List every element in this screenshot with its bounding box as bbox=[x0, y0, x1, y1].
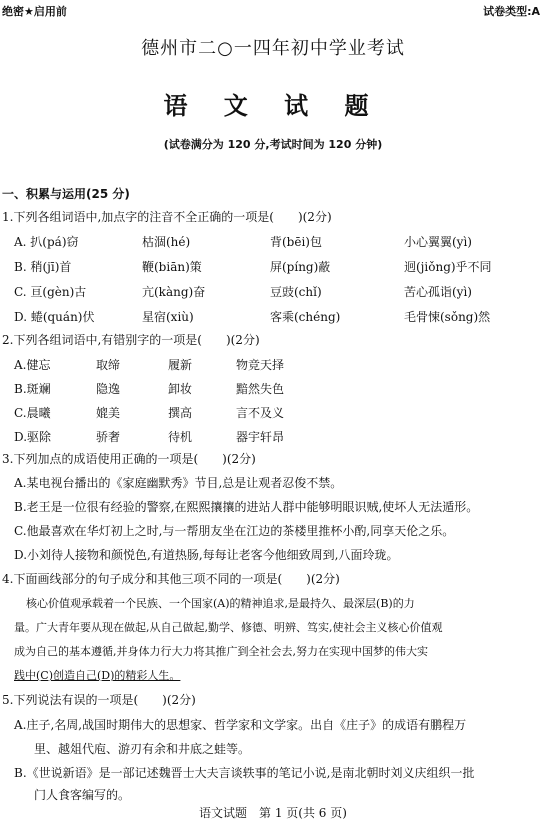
q2-c-4: 言不及义 bbox=[236, 406, 285, 420]
question-2-stem: 2.下列各组词语中,有错别字的一项是( )(2分) bbox=[2, 333, 260, 347]
secret-label: 绝密★启用前 bbox=[2, 5, 67, 18]
q1-c-1: C. 亘(gèn)古 bbox=[14, 285, 87, 299]
q2-a-1: A.健忘 bbox=[14, 358, 51, 372]
q3-option-a: A.某电视台播出的《家庭幽默秀》节目,总是让观者忍俊不禁。 bbox=[14, 476, 343, 490]
q1-d-1: D. 蜷(quán)伏 bbox=[14, 310, 95, 324]
q2-b-3: 卸妆 bbox=[168, 382, 193, 396]
q1-d-4: 毛骨悚(sǒng)然 bbox=[404, 310, 491, 324]
q2-d-3: 待机 bbox=[168, 430, 193, 444]
question-1-stem: 1.下列各组词语中,加点字的注音不全正确的一项是( )(2分) bbox=[2, 210, 332, 224]
q5-option-a: A.庄子,名周,战国时期伟大的思想家、哲学家和文学家。出自《庄子》的成语有鹏程万 bbox=[14, 718, 467, 732]
q2-a-4: 物竞天择 bbox=[236, 358, 285, 372]
q1-b-2: 鞭(biān)策 bbox=[142, 260, 202, 274]
q2-c-2: 媲美 bbox=[96, 406, 121, 420]
q1-c-2: 亢(kàng)奋 bbox=[142, 285, 206, 299]
question-4-stem: 4.下面画线部分的句子成分和其他三项不同的一项是( )(2分) bbox=[2, 572, 340, 586]
q1-a-1: A. 扒(pá)窃 bbox=[14, 235, 79, 249]
question-5-stem: 5.下列说法有误的一项是( )(2分) bbox=[2, 693, 196, 707]
q2-d-4: 器宇轩昂 bbox=[236, 430, 285, 444]
q5-option-b: B.《世说新语》是一部记述魏晋士大夫言谈轶事的笔记小说,是南北朝时刘义庆组织一批 bbox=[14, 766, 475, 780]
subject-title: 语 文 试 题 bbox=[163, 91, 383, 120]
q2-b-1: B.斑斓 bbox=[14, 382, 51, 396]
section-heading: 一、积累与运用(25 分) bbox=[2, 187, 130, 201]
q2-b-4: 黯然失色 bbox=[236, 382, 285, 396]
q3-option-b: B.老王是一位很有经验的警察,在熙熙攘攘的进站人群中能够明眼识贼,使坏人无法遁形。 bbox=[14, 500, 479, 514]
q1-b-1: B. 稍(jī)首 bbox=[14, 260, 72, 274]
q2-b-2: 隐逸 bbox=[96, 382, 121, 396]
q4-passage-line: 践中(C)创造自己(D)的精彩人生。 bbox=[14, 669, 181, 682]
q2-a-2: 取缔 bbox=[96, 358, 121, 372]
q1-a-4: 小心翼翼(yì) bbox=[404, 235, 472, 249]
q2-d-2: 骄奢 bbox=[96, 430, 121, 444]
q1-a-3: 背(bēi)包 bbox=[270, 235, 322, 249]
q4-passage-line: 量。广大青年要从现在做起,从自己做起,勤学、修德、明辨、笃实,使社会主义核心价值观 bbox=[14, 621, 443, 634]
q2-a-3: 履新 bbox=[168, 358, 193, 372]
q2-c-1: C.晨曦 bbox=[14, 406, 51, 420]
q1-d-3: 客乘(chéng) bbox=[270, 310, 341, 324]
q5-option-b-cont: 门人食客编写的。 bbox=[34, 788, 131, 802]
q4-passage-line: 核心价值观承载着一个民族、一个国家(A)的精神追求,是最持久、最深层(B)的力 bbox=[26, 597, 415, 610]
q1-b-3: 屏(píng)蔽 bbox=[270, 260, 331, 274]
paper-type-label: 试卷类型:A bbox=[483, 5, 540, 18]
q5-option-a-cont: 里、越俎代庖、游刃有余和井底之蛙等。 bbox=[34, 742, 251, 756]
q4-passage-line: 成为自己的基本遵循,并身体力行大力将其推广到全社会去,努力在实现中国梦的伟大实 bbox=[14, 645, 428, 658]
q3-option-c: C.他最喜欢在华灯初上之时,与一帮朋友坐在江边的茶楼里推杯小酌,同享天伦之乐。 bbox=[14, 524, 455, 538]
page-footer: 语文试题 第 1 页(共 6 页) bbox=[199, 806, 347, 820]
q1-c-3: 豆豉(chǐ) bbox=[270, 285, 322, 299]
exam-title: 德州市二○一四年初中学业考试 bbox=[141, 38, 405, 59]
q1-d-2: 星宿(xiù) bbox=[142, 310, 194, 324]
q1-a-2: 枯涸(hé) bbox=[142, 235, 191, 249]
exam-note: (试卷满分为 120 分,考试时间为 120 分钟) bbox=[163, 138, 383, 151]
q2-c-3: 撰高 bbox=[168, 406, 193, 420]
q1-c-4: 苦心孤诣(yì) bbox=[404, 285, 472, 299]
q2-d-1: D.驱除 bbox=[14, 430, 52, 444]
q3-option-d: D.小刘待人接物和颜悦色,有道热肠,每每让老客今他细致周到,八面玲珑。 bbox=[14, 548, 399, 562]
question-3-stem: 3.下列加点的成语使用正确的一项是( )(2分) bbox=[2, 452, 256, 466]
q1-b-4: 迥(jiǒng)乎不同 bbox=[404, 260, 492, 274]
